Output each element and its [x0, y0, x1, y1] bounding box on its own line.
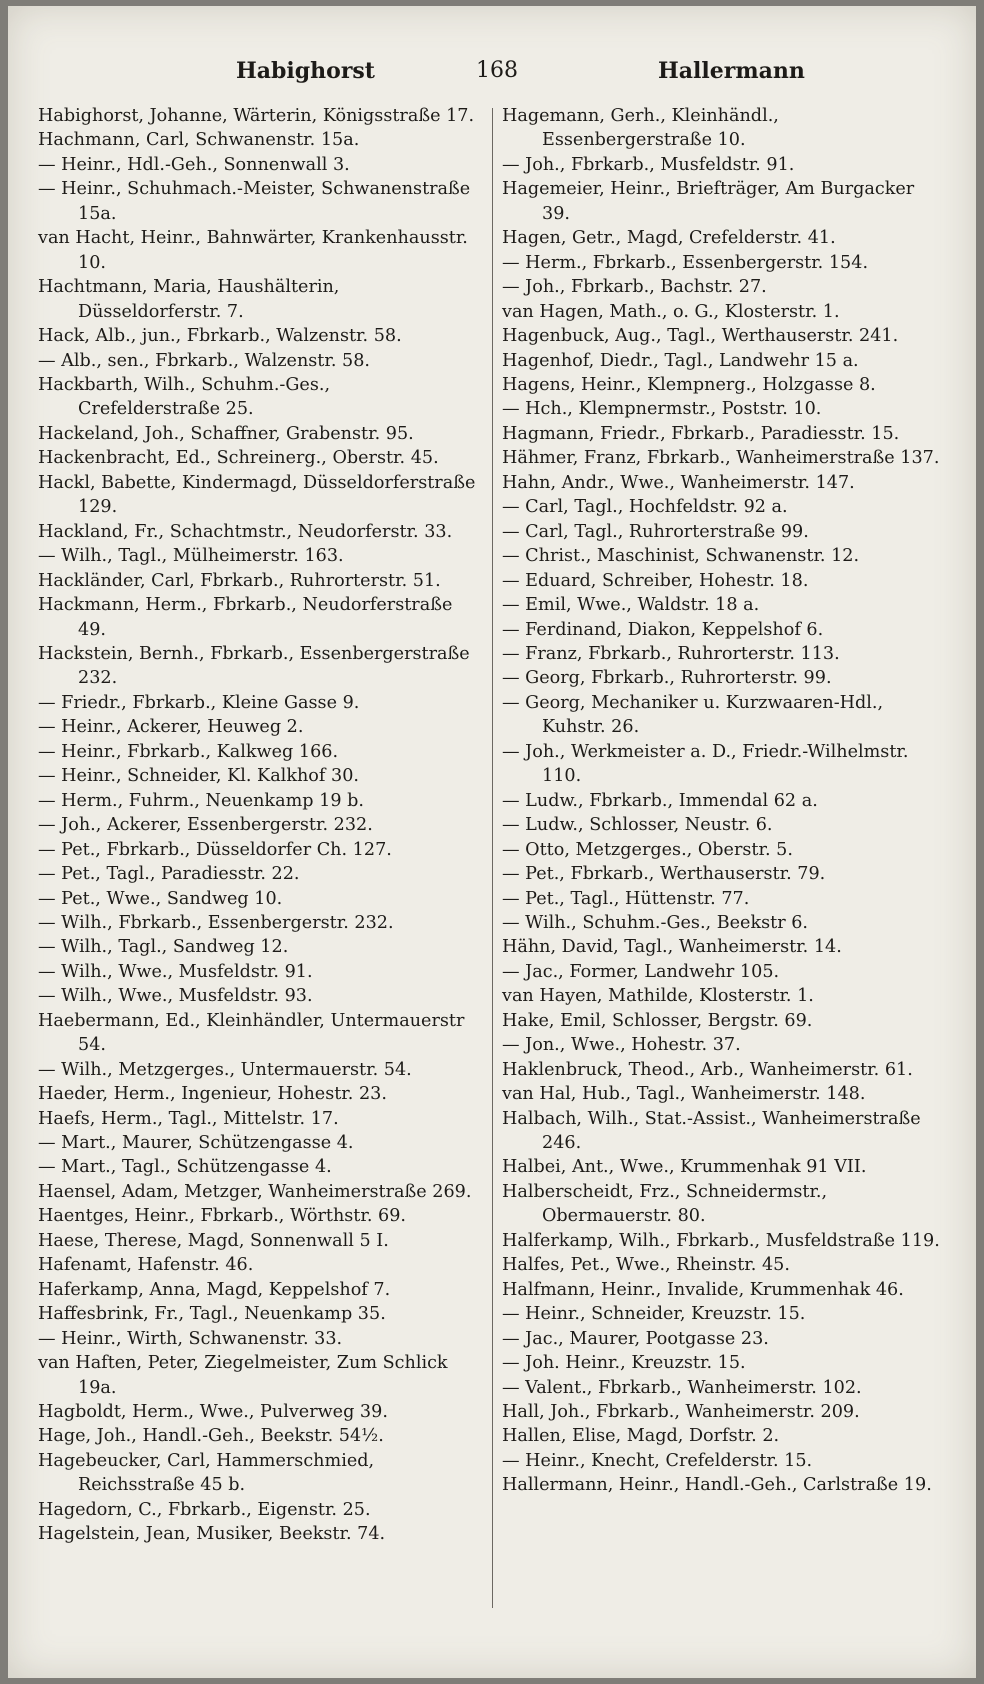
- directory-entry: Haentges, Heinr., Fbrkarb., Wörthstr. 69.: [38, 1206, 407, 1227]
- directory-entry: — Friedr., Fbrkarb., Kleine Gasse 9.: [38, 692, 360, 713]
- directory-entry: Hachtmann, Maria, Haushälterin, Düsseldorferstr. 7.: [38, 277, 340, 322]
- directory-entry: — Wilh., Schuhm.-Ges., Beekstr 6.: [502, 912, 809, 933]
- directory-entry: — Heinr., Fbrkarb., Kalkweg 166.: [38, 741, 339, 762]
- directory-entry: — Pet., Fbrkarb., Werthauserstr. 79.: [502, 864, 826, 885]
- directory-entry: Hackenbracht, Ed., Schreinerg., Oberstr. 45.: [38, 448, 439, 469]
- page-number: 168: [476, 58, 518, 83]
- directory-entry: — Heinr., Schneider, Kl. Kalkhof 30.: [38, 766, 359, 787]
- directory-page: [8, 6, 976, 1678]
- directory-entry: — Pet., Tagl., Paradiesstr. 22.: [38, 864, 300, 885]
- directory-entry: Haefs, Herm., Tagl., Mittelstr. 17.: [38, 1108, 339, 1129]
- directory-entry: — Georg, Fbrkarb., Ruhrorterstr. 99.: [502, 668, 832, 689]
- directory-entry: Hake, Emil, Schlosser, Bergstr. 69.: [502, 1010, 813, 1031]
- directory-entry: Haebermann, Ed., Kleinhändler, Untermauerstr 54.: [38, 1010, 465, 1056]
- directory-entry: Haeder, Herm., Ingenieur, Hohestr. 23.: [38, 1084, 387, 1105]
- directory-entry: Halberscheidt, Frz., Schneidermstr., Obermauerstr. 80.: [502, 1181, 828, 1227]
- directory-entry: — Franz, Fbrkarb., Ruhrorterstr. 113.: [502, 643, 840, 664]
- directory-entry: — Joh., Ackerer, Essenbergerstr. 232.: [38, 815, 373, 836]
- directory-entry: — Ludw., Fbrkarb., Immendal 62 a.: [502, 790, 818, 811]
- directory-entry: Haffesbrink, Fr., Tagl., Neuenkamp 35.: [38, 1304, 386, 1325]
- directory-entry: van Hacht, Heinr., Bahnwärter, Krankenhausstr. 10.: [38, 228, 468, 273]
- directory-entry: — Heinr., Schuhmach.-Meister, Schwanenstraße 15a.: [38, 179, 471, 224]
- directory-entry: — Heinr., Knecht, Crefelderstr. 15.: [502, 1450, 813, 1471]
- directory-entry: Hackeland, Joh., Schaffner, Grabenstr. 95.: [38, 423, 414, 444]
- directory-entry: van Hal, Hub., Tagl., Wanheimerstr. 148.: [502, 1084, 866, 1105]
- directory-entry: Hagenhof, Diedr., Tagl., Landwehr 15 a.: [502, 350, 859, 371]
- directory-entry: — Joh., Werkmeister a. D., Friedr.-Wilhelmstr. 110.: [502, 741, 909, 787]
- directory-entry: — Wilh., Fbrkarb., Essenbergerstr. 232.: [38, 912, 394, 933]
- directory-entry: — Wilh., Tagl., Mülheimerstr. 163.: [38, 546, 344, 567]
- directory-entry: Hage, Joh., Handl.-Geh., Beekstr. 54½.: [38, 1426, 384, 1447]
- directory-entry: — Wilh., Wwe., Musfeldstr. 93.: [38, 986, 313, 1007]
- directory-entry: — Hch., Klempnermstr., Poststr. 10.: [502, 399, 822, 420]
- directory-entry: — Jon., Wwe., Hohestr. 37.: [502, 1035, 741, 1056]
- directory-entry: Hallen, Elise, Magd, Dorfstr. 2.: [502, 1426, 780, 1447]
- directory-entry: — Ferdinand, Diakon, Keppelshof 6.: [502, 619, 824, 640]
- directory-entry: — Wilh., Tagl., Sandweg 12.: [38, 937, 289, 958]
- directory-entry: van Hagen, Math., o. G., Klosterstr. 1.: [502, 301, 840, 322]
- directory-entry: — Heinr., Hdl.-Geh., Sonnenwall 3.: [38, 154, 350, 175]
- directory-entry: — Wilh., Wwe., Musfeldstr. 91.: [38, 961, 313, 982]
- directory-entry: — Pet., Wwe., Sandweg 10.: [38, 888, 283, 909]
- directory-entry: Hagens, Heinr., Klempnerg., Holzgasse 8.: [502, 374, 876, 395]
- directory-entry: Hagemeier, Heinr., Briefträger, Am Burgacker 39.: [502, 179, 915, 224]
- directory-entry: — Heinr., Ackerer, Heuweg 2.: [38, 717, 304, 738]
- directory-entry: — Emil, Wwe., Waldstr. 18 a.: [502, 595, 760, 616]
- header-last-name: Hallermann: [658, 58, 805, 84]
- directory-entry: Hähmer, Franz, Fbrkarb., Wanheimerstraße 137.: [502, 448, 940, 469]
- column-divider: [492, 108, 493, 1608]
- directory-entry: Haferkamp, Anna, Magd, Keppelshof 7.: [38, 1279, 391, 1300]
- directory-entry: Hagmann, Friedr., Fbrkarb., Paradiesstr. 15.: [502, 423, 900, 444]
- directory-entry: Hackl, Babette, Kindermagd, Düsseldorferstraße 129.: [38, 472, 476, 518]
- directory-entry: Hackmann, Herm., Fbrkarb., Neudorferstraße 49.: [38, 595, 453, 640]
- directory-entry: — Joh., Fbrkarb., Musfeldstr. 91.: [502, 154, 795, 175]
- directory-entry: Haensel, Adam, Metzger, Wanheimerstraße 269.: [38, 1181, 472, 1202]
- directory-entry: van Hayen, Mathilde, Klosterstr. 1.: [502, 986, 814, 1007]
- directory-entry: Hagedorn, C., Fbrkarb., Eigenstr. 25.: [38, 1499, 371, 1520]
- directory-entry: Hackstein, Bernh., Fbrkarb., Essenbergerstraße 232.: [38, 643, 470, 689]
- directory-entry: Hack, Alb., jun., Fbrkarb., Walzenstr. 58.: [38, 326, 402, 347]
- directory-entry: Haklenbruck, Theod., Arb., Wanheimerstr. 61.: [502, 1059, 913, 1080]
- directory-entry: — Herm., Fbrkarb., Essenbergerstr. 154.: [502, 252, 869, 273]
- header-first-name: Habighorst: [236, 58, 375, 84]
- directory-entry: Hall, Joh., Fbrkarb., Wanheimerstr. 209.: [502, 1402, 860, 1423]
- directory-entry: — Christ., Maschinist, Schwanenstr. 12.: [502, 546, 860, 567]
- directory-entry: Hahn, Andr., Wwe., Wanheimerstr. 147.: [502, 472, 855, 493]
- directory-entry: — Georg, Mechaniker u. Kurzwaaren-Hdl., Kuhstr. 26.: [502, 692, 884, 738]
- directory-entry: Halbei, Ant., Wwe., Krummenhak 91 VII.: [502, 1157, 867, 1178]
- directory-entry: — Carl, Tagl., Hochfeldstr. 92 a.: [502, 497, 788, 518]
- directory-entry: Habighorst, Johanne, Wärterin, Königsstraße 17.: [38, 106, 475, 126]
- page-header: [8, 58, 976, 94]
- directory-entry: Hafenamt, Hafenstr. 46.: [38, 1255, 254, 1276]
- directory-entry: Haese, Therese, Magd, Sonnenwall 5 I.: [38, 1230, 389, 1251]
- directory-entry: — Pet., Fbrkarb., Düsseldorfer Ch. 127.: [38, 839, 392, 860]
- left-column: [38, 104, 476, 1547]
- directory-entry: — Wilh., Metzgerges., Untermauerstr. 54.: [38, 1059, 412, 1080]
- directory-entry: Hallermann, Heinr., Handl.-Geh., Carlstraße 19.: [502, 1475, 932, 1496]
- directory-entry: — Pet., Tagl., Hüttenstr. 77.: [502, 888, 750, 909]
- directory-entry: Hackland, Fr., Schachtmstr., Neudorferstr. 33.: [38, 521, 453, 542]
- directory-entry: Hagelstein, Jean, Musiker, Beekstr. 74.: [38, 1524, 386, 1545]
- directory-entry: — Mart., Tagl., Schützengasse 4.: [38, 1157, 332, 1178]
- directory-entry: Hagen, Getr., Magd, Crefelderstr. 41.: [502, 228, 836, 249]
- directory-entry: Hähn, David, Tagl., Wanheimerstr. 14.: [502, 937, 842, 958]
- directory-entry: Hagenbuck, Aug., Tagl., Werthauserstr. 241.: [502, 326, 899, 347]
- directory-entry: — Heinr., Wirth, Schwanenstr. 33.: [38, 1328, 343, 1349]
- directory-entry: Hackländer, Carl, Fbrkarb., Ruhrorterstr. 51.: [38, 570, 441, 591]
- directory-entry: Hagebeucker, Carl, Hammerschmied, Reichsstraße 45 b.: [38, 1450, 375, 1496]
- directory-entry: — Valent., Fbrkarb., Wanheimerstr. 102.: [502, 1377, 862, 1398]
- directory-entry: — Mart., Maurer, Schützengasse 4.: [38, 1133, 354, 1154]
- directory-entry: — Carl, Tagl., Ruhrorterstraße 99.: [502, 521, 809, 542]
- directory-entry: — Alb., sen., Fbrkarb., Walzenstr. 58.: [38, 350, 371, 371]
- directory-entry: Halfes, Pet., Wwe., Rheinstr. 45.: [502, 1255, 790, 1276]
- directory-entry: — Heinr., Schneider, Kreuzstr. 15.: [502, 1304, 806, 1325]
- directory-entry: Halfmann, Heinr., Invalide, Krummenhak 46.: [502, 1279, 904, 1300]
- directory-entry: Hagboldt, Herm., Wwe., Pulverweg 39.: [38, 1402, 388, 1423]
- directory-entry: — Otto, Metzgerges., Oberstr. 5.: [502, 839, 793, 860]
- directory-entry: — Ludw., Schlosser, Neustr. 6.: [502, 815, 773, 836]
- directory-entry: Halbach, Wilh., Stat.-Assist., Wanheimerstraße 246.: [502, 1108, 921, 1154]
- directory-entry: Hachmann, Carl, Schwanenstr. 15a.: [38, 130, 360, 151]
- directory-entry: Halferkamp, Wilh., Fbrkarb., Musfeldstraße 119.: [502, 1230, 940, 1251]
- directory-entry: Hackbarth, Wilh., Schuhm.-Ges., Crefelderstraße 25.: [38, 374, 331, 420]
- directory-entry: — Joh. Heinr., Kreuzstr. 15.: [502, 1353, 746, 1374]
- directory-entry: — Eduard, Schreiber, Hohestr. 18.: [502, 570, 809, 591]
- directory-entry: — Herm., Fuhrm., Neuenkamp 19 b.: [38, 790, 364, 811]
- directory-entry: Hagemann, Gerh., Kleinhändl., Essenbergerstraße 10.: [502, 106, 779, 151]
- directory-entry: — Joh., Fbrkarb., Bachstr. 27.: [502, 277, 767, 298]
- directory-entry: — Jac., Former, Landwehr 105.: [502, 961, 780, 982]
- directory-entry: van Haften, Peter, Ziegelmeister, Zum Schlick 19a.: [38, 1353, 448, 1398]
- right-column: [502, 104, 940, 1498]
- directory-entry: — Jac., Maurer, Pootgasse 23.: [502, 1328, 769, 1349]
